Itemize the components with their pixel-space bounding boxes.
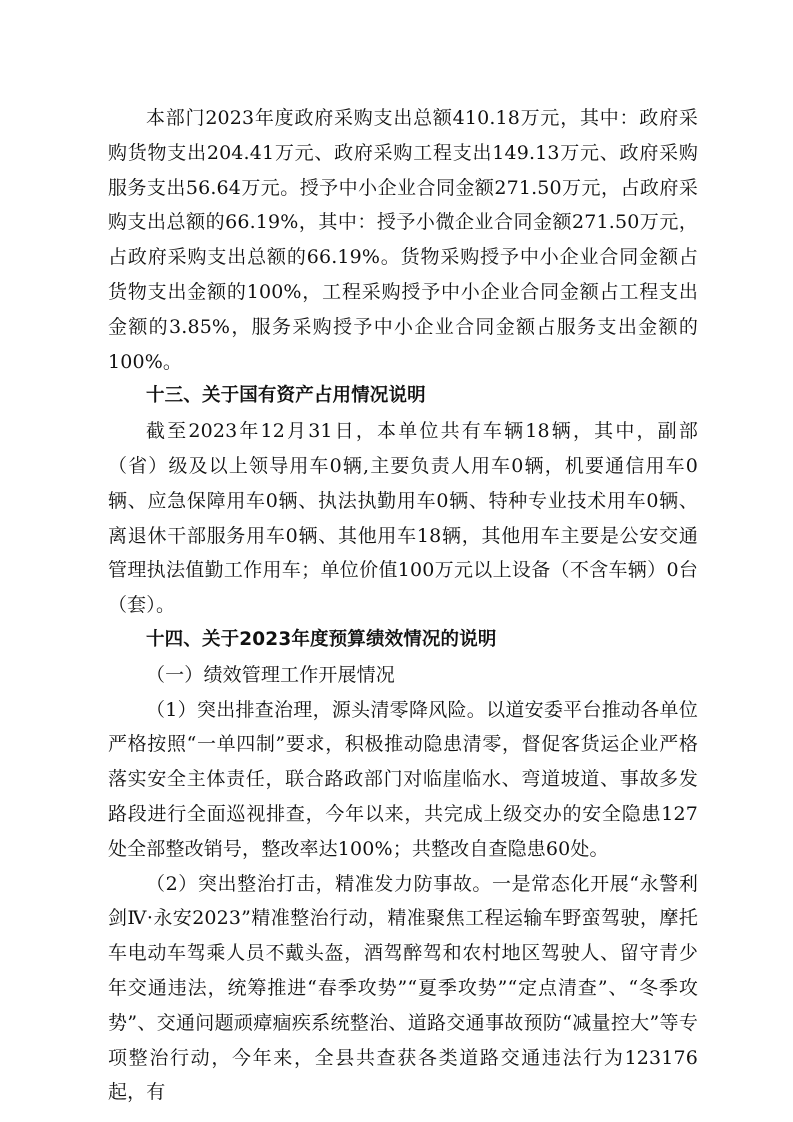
document-body <box>108 101 698 1110</box>
paragraph-hazard-inspection: （1）突出排查治理，源头清零降风险。以道安委平台推动各单位严格按照“一单四制”要求，积极推动隐患清零，督促客货运企业严格落实安全主体责任，联合路政部门对临崖临水、弯道坡道、事故多发路段进行全面巡视排查，今年以来，共完成上级交办的安全隐患127处全部整改销号，整改率达100%；共整改自查隐患60处。 <box>108 698 698 860</box>
subheading-performance-management: （一）绩效管理工作开展情况 <box>146 663 395 686</box>
section-heading-state-assets: 十三、关于国有资产占用情况说明 <box>146 385 426 407</box>
paragraph-vehicles: 截至2023年12月31日，本单位共有车辆18辆，其中，副部（省）级及以上领导用车0辆,主要负责人用车0辆，机要通信用车0辆、应急保障用车0辆、执法执勤用车0辆、特种专业技术用车0辆、离退休干部服务用车0辆、其他用车18辆，其他用车主要是公安交通管理执法值勤工作用车；单位价值100万元以上设备（不含车辆）0台（套）。 <box>108 420 698 617</box>
paragraph-enforcement: （2）突出整治打击，精准发力防事故。一是常态化开展“永警利剑Ⅳ·永安2023”精准整治行动，精准聚焦工程运输车野蛮驾驶，摩托车电动车驾乘人员不戴头盔，酒驾醉驾和农村地区驾驶人、留守青少年交通违法，统筹推进“春季攻势”“夏季攻势”“定点清查”、“冬季攻势”、交通问题顽瘴痼疾系统整治、道路交通事故预防“减量控大”等专项整治行动，今年来，全县共查获各类道路交通违法行为123176起，有 <box>108 872 698 1104</box>
paragraph-procurement: 本部门2023年度政府采购支出总额410.18万元，其中：政府采购货物支出204.41万元、政府采购工程支出149.13万元、政府采购服务支出56.64万元。授予中小企业合同金额271.50万元，占政府采购支出总额的66.19%，其中：授予小微企业合同金额271.50万元，占政府采购支出总额的66.19%。货物采购授予中小企业合同金额占货物支出金额的100%，工程采购授予中小企业合同金额占工程支出金额的3.85%，服务采购授予中小企业合同金额占服务支出金额的100%。 <box>108 107 698 373</box>
section-heading-performance: 十四、关于2023年度预算绩效情况的说明 <box>146 628 497 650</box>
